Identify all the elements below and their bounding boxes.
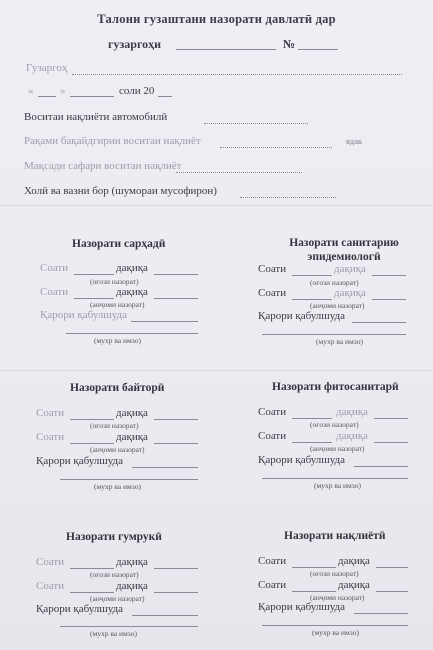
sanitary-hours-label-2: Соати: [258, 287, 287, 299]
veterinary-end-hours-field[interactable]: [70, 443, 114, 444]
veterinary-start-caption: (оғози назорат): [90, 421, 139, 430]
veterinary-seal-caption: (мухр ва имзо): [94, 482, 141, 491]
border-minutes-label: дақиқа: [116, 262, 148, 274]
form-title: Талони гузаштани назорати давлатӣ дар: [97, 12, 336, 26]
transport-hours-label: Соати: [258, 555, 287, 567]
phyto-end-caption: (анҷоми назорат): [310, 444, 365, 453]
transport-decision-field[interactable]: [354, 613, 408, 614]
phyto-start-minutes-field[interactable]: [374, 418, 408, 419]
transport-decision-label: Қарори қабулшуда: [258, 601, 346, 613]
customs-start-hours-field[interactable]: [70, 568, 114, 569]
customs-hours-label: Соати: [36, 556, 65, 568]
sanitary-start-hours-field[interactable]: [292, 275, 332, 276]
border-signature-field[interactable]: [66, 333, 198, 334]
veterinary-hours-label-2: Соати: [36, 431, 65, 443]
transport-start-caption: (оғози назорат): [310, 569, 359, 578]
registration-field[interactable]: [220, 147, 332, 148]
phyto-start-caption: (оғози назорат): [310, 420, 359, 429]
date-month-field[interactable]: [70, 96, 114, 97]
cargo-label: Холӣ ва вазни бор (шумораи мусофирон): [24, 185, 217, 197]
trip-purpose-label: Мақсади сафари воситаи нақлиёт: [24, 160, 182, 172]
date-open-quote: «: [28, 85, 34, 97]
crossing-label: гузаргоҳи: [108, 37, 162, 51]
transport-end-minutes-field[interactable]: [376, 591, 408, 592]
transport-signature-field[interactable]: [262, 625, 408, 626]
border-hours-label-2: Соати: [40, 286, 69, 298]
route-label: Гузаргоҳ: [26, 62, 68, 74]
phyto-hours-label: Соати: [258, 406, 287, 418]
vehicle-type-label: Воситаи нақлиёти автомобилӣ: [24, 111, 168, 123]
border-minutes-label-2: дақиқа: [116, 286, 148, 298]
date-year-field[interactable]: [158, 96, 172, 97]
section-phyto-title: Назорати фитосанитарӣ: [272, 381, 399, 393]
customs-minutes-label-2: дақиқа: [116, 580, 148, 592]
date-close-quote: »: [60, 85, 66, 97]
trailer-label: ядак: [346, 136, 363, 146]
transport-start-minutes-field[interactable]: [376, 567, 408, 568]
date-year-label: соли 20: [119, 85, 155, 97]
sanitary-end-caption: (анҷоми назорат): [310, 301, 365, 310]
phyto-end-hours-field[interactable]: [292, 442, 332, 443]
number-sign: №: [283, 37, 296, 51]
phyto-decision-field[interactable]: [354, 466, 408, 467]
section-border-title: Назорати сарҳадӣ: [72, 238, 166, 250]
customs-hours-label-2: Соати: [36, 580, 65, 592]
customs-start-minutes-field[interactable]: [154, 568, 198, 569]
border-start-hours-field[interactable]: [74, 274, 114, 275]
customs-end-hours-field[interactable]: [70, 592, 114, 593]
phyto-minutes-label-2: дақиқа: [336, 430, 368, 442]
border-start-caption: (оғози назорат): [90, 277, 139, 286]
veterinary-start-hours-field[interactable]: [70, 419, 114, 420]
phyto-decision-label: Қарори қабулшуда: [258, 454, 346, 466]
phyto-hours-label-2: Соати: [258, 430, 287, 442]
veterinary-decision-label: Қарори қабулшуда: [36, 455, 124, 467]
sanitary-start-minutes-field[interactable]: [372, 275, 406, 276]
border-decision-field[interactable]: [131, 321, 198, 322]
veterinary-end-caption: (анҷоми назорат): [90, 445, 145, 454]
transport-start-hours-field[interactable]: [292, 567, 336, 568]
phyto-start-hours-field[interactable]: [292, 418, 332, 419]
sanitary-end-hours-field[interactable]: [292, 299, 332, 300]
route-field[interactable]: [72, 74, 402, 75]
customs-minutes-label: дақиқа: [116, 556, 148, 568]
customs-decision-label: Қарори қабулшуда: [36, 603, 124, 615]
transport-minutes-label: дақиқа: [338, 555, 370, 567]
sanitary-signature-field[interactable]: [262, 334, 406, 335]
transport-hours-label-2: Соати: [258, 579, 287, 591]
transport-minutes-label-2: дақиқа: [338, 579, 370, 591]
trip-purpose-field[interactable]: [176, 172, 302, 173]
date-day-field[interactable]: [38, 96, 56, 97]
paper-fold: [0, 370, 433, 371]
transport-end-caption: (анҷоми назорат): [310, 593, 365, 602]
registration-label: Рақами бақайдгирии воситаи нақлиёт: [24, 135, 201, 147]
border-start-minutes-field[interactable]: [154, 274, 198, 275]
sanitary-minutes-label-2: дақиқа: [334, 287, 366, 299]
veterinary-start-minutes-field[interactable]: [154, 419, 198, 420]
transport-seal-caption: (мухр ва имзо): [312, 628, 359, 637]
sanitary-decision-field[interactable]: [352, 322, 406, 323]
sanitary-end-minutes-field[interactable]: [372, 299, 406, 300]
veterinary-minutes-label-2: дақиқа: [116, 431, 148, 443]
border-decision-label: Қарори қабулшуда: [40, 309, 128, 321]
sanitary-minutes-label: дақиқа: [334, 263, 366, 275]
customs-end-minutes-field[interactable]: [154, 592, 198, 593]
customs-seal-caption: (мухр ва имзо): [90, 629, 137, 638]
cargo-field[interactable]: [240, 197, 336, 198]
veterinary-minutes-label: дақиқа: [116, 407, 148, 419]
vehicle-type-field[interactable]: [204, 123, 308, 124]
veterinary-end-minutes-field[interactable]: [154, 443, 198, 444]
border-end-hours-field[interactable]: [74, 298, 114, 299]
veterinary-hours-label: Соати: [36, 407, 65, 419]
border-end-minutes-field[interactable]: [154, 298, 198, 299]
border-end-caption: (анҷоми назорат): [90, 300, 145, 309]
veterinary-decision-field[interactable]: [132, 467, 198, 468]
crossing-name-field[interactable]: [176, 49, 276, 50]
section-sanitary-title: Назорати санитарию эпидемиологӣ: [289, 237, 399, 263]
phyto-minutes-label: дақиқа: [336, 406, 368, 418]
phyto-seal-caption: (мухр ва имзо): [314, 481, 361, 490]
sanitary-seal-caption: (мухр ва имзо): [316, 337, 363, 346]
transport-end-hours-field[interactable]: [292, 591, 336, 592]
section-customs-title: Назорати гумрукӣ: [66, 531, 162, 543]
customs-end-caption: (анҷоми назорат): [90, 594, 145, 603]
border-hours-label: Соати: [40, 262, 69, 274]
customs-start-caption: (оғози назорат): [90, 570, 139, 579]
sanitary-hours-label: Соати: [258, 263, 287, 275]
paper-fold: [0, 205, 433, 206]
sanitary-start-caption: (оғози назорат): [310, 278, 359, 287]
sanitary-decision-label: Қарори қабулшуда: [258, 310, 346, 322]
customs-decision-field[interactable]: [132, 615, 198, 616]
phyto-end-minutes-field[interactable]: [374, 442, 408, 443]
section-veterinary-title: Назорати байторӣ: [70, 382, 165, 394]
border-seal-caption: (мухр ва имзо): [94, 336, 141, 345]
phyto-signature-field[interactable]: [262, 478, 408, 479]
section-transport-title: Назорати нақлиётӣ: [284, 530, 386, 542]
coupon-number-field[interactable]: [298, 49, 338, 50]
customs-signature-field[interactable]: [60, 626, 198, 627]
veterinary-signature-field[interactable]: [60, 479, 198, 480]
